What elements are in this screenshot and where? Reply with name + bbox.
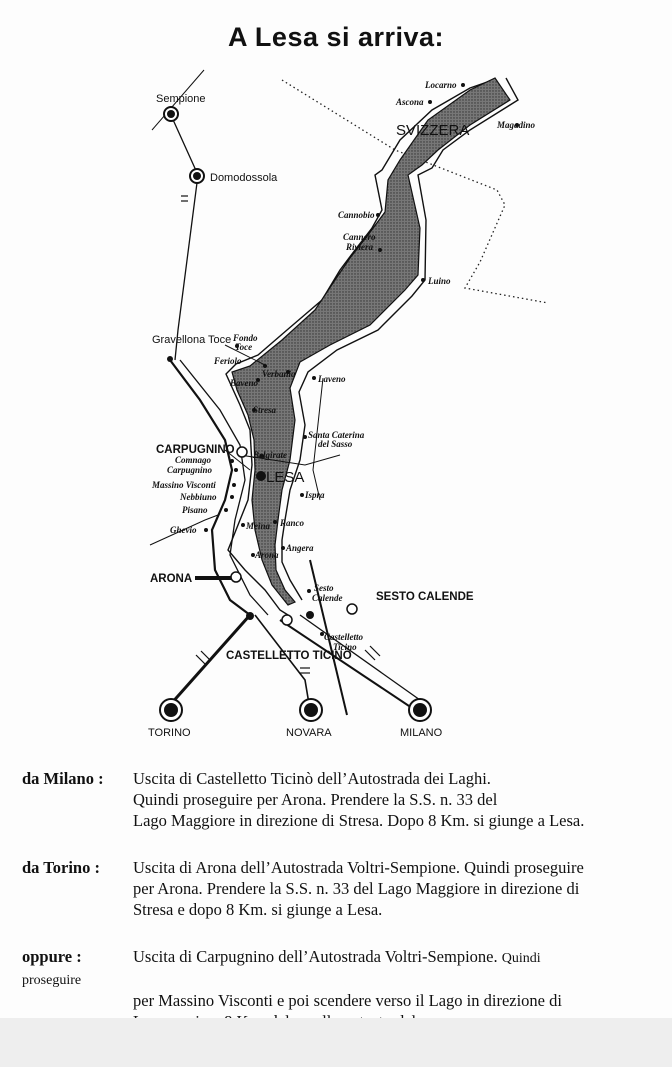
directions-line: Uscita di Carpugnino dell’Autostrada Voltri-Sempione. bbox=[133, 947, 498, 966]
label-sempione: Sempione bbox=[156, 93, 206, 105]
label-ghevio: Ghevio bbox=[170, 525, 197, 535]
label-magadino: Magadino bbox=[497, 120, 536, 130]
label-arona: ARONA bbox=[150, 573, 193, 585]
label-angera: Angera bbox=[286, 543, 314, 553]
label-carpugnino: CARPUGNINO bbox=[156, 444, 235, 456]
label-castelletto-small: Castelletto bbox=[324, 632, 363, 642]
label-novara: NOVARA bbox=[286, 727, 332, 739]
label-luino: Luino bbox=[428, 276, 451, 286]
label-ascona: Ascona bbox=[396, 97, 424, 107]
label-cannero-riviera-2: Riviera bbox=[346, 242, 373, 252]
scan-margin bbox=[0, 1018, 672, 1067]
label-milano: MILANO bbox=[400, 727, 443, 739]
label-pisano: Pisano bbox=[182, 505, 208, 515]
label-cannero-riviera: Cannero bbox=[343, 232, 376, 242]
label-massino-visconti: Massino Visconti bbox=[152, 480, 216, 490]
directions-line: per Arona. Prendere la S.S. n. 33 del Lago Maggiore in direzione di bbox=[133, 879, 580, 898]
label-castelletto-small-2: Ticino bbox=[333, 642, 357, 652]
label-castelletto-ticino: CASTELLETTO TICINO bbox=[226, 650, 352, 662]
label-locarno: Locarno bbox=[425, 80, 457, 90]
label-domodossola: Domodossola bbox=[210, 172, 278, 184]
label-sesto-calende-small: Sesto bbox=[314, 583, 334, 593]
label-verbania: Verbania bbox=[262, 369, 296, 379]
label-nebbiuno: Nebbiuno bbox=[180, 492, 217, 502]
directions-inline-small: Quindi bbox=[501, 951, 541, 966]
label-sesto-calende-small-2: Calende bbox=[312, 593, 343, 603]
label-laveno: Laveno bbox=[318, 374, 346, 384]
label-belgirate: Belgirate bbox=[253, 450, 287, 460]
label-ranco: Ranco bbox=[280, 518, 305, 528]
label-ispra: Ispra bbox=[305, 490, 325, 500]
directions-line: Stresa e dopo 8 Km. si giunge a Lesa. bbox=[133, 900, 383, 919]
label-fondo-toce-2: Toce bbox=[235, 342, 253, 352]
directions-torino bbox=[22, 857, 652, 920]
label-svizzera: SVIZZERA bbox=[396, 122, 470, 139]
label-arona-small: Arona bbox=[255, 550, 279, 560]
directions-line: Lago Maggiore in direzione di Stresa. Dopo 8 Km. si giunge a Lesa. bbox=[133, 811, 585, 830]
directions-torino-label: da Torino : bbox=[22, 858, 100, 877]
directions-line: Uscita di Castelletto Ticinò dell’Autostrada dei Laghi. bbox=[133, 769, 491, 788]
directions-spacer bbox=[133, 969, 652, 990]
directions-line: Quindi proseguire per Arona. Prendere la S.S. n. 33 del bbox=[133, 790, 498, 809]
label-stresa: Stresa bbox=[253, 405, 277, 415]
label-cannobio: Cannobio bbox=[338, 210, 375, 220]
label-carpugnino-small: Carpugnino bbox=[167, 465, 213, 475]
directions-milano-label: da Milano : bbox=[22, 769, 104, 788]
label-meina: Meina bbox=[246, 521, 271, 531]
label-torino: TORINO bbox=[148, 727, 191, 739]
label-santa-caterina-2: del Sasso bbox=[318, 439, 353, 449]
label-sesto-calende: SESTO CALENDE bbox=[376, 591, 474, 603]
directions-line: Uscita di Arona dell’Autostrada Voltri-Sempione. Quindi proseguire bbox=[133, 858, 584, 877]
label-gravellona: Gravellona Toce bbox=[152, 334, 232, 346]
label-baveno: Baveno bbox=[230, 378, 258, 388]
label-fondo-toce: Fondo bbox=[233, 333, 258, 343]
page-title: A Lesa si arriva: bbox=[227, 22, 445, 52]
directions-oppure-label: oppure : bbox=[22, 947, 82, 966]
label-comnago: Comnago bbox=[175, 455, 212, 465]
label-feriolo: Feriolo bbox=[214, 356, 242, 366]
highway-sempione bbox=[170, 113, 198, 360]
lake-maggiore-map bbox=[0, 60, 672, 750]
directions-line: per Massino Visconti e poi scendere verso il Lago in direzione di bbox=[133, 991, 562, 1010]
directions-milano bbox=[22, 768, 652, 831]
directions-oppure-sub: proseguire bbox=[22, 973, 82, 988]
label-lesa: LESA bbox=[266, 469, 305, 486]
label-santa-caterina: Santa Caterina bbox=[308, 430, 365, 440]
